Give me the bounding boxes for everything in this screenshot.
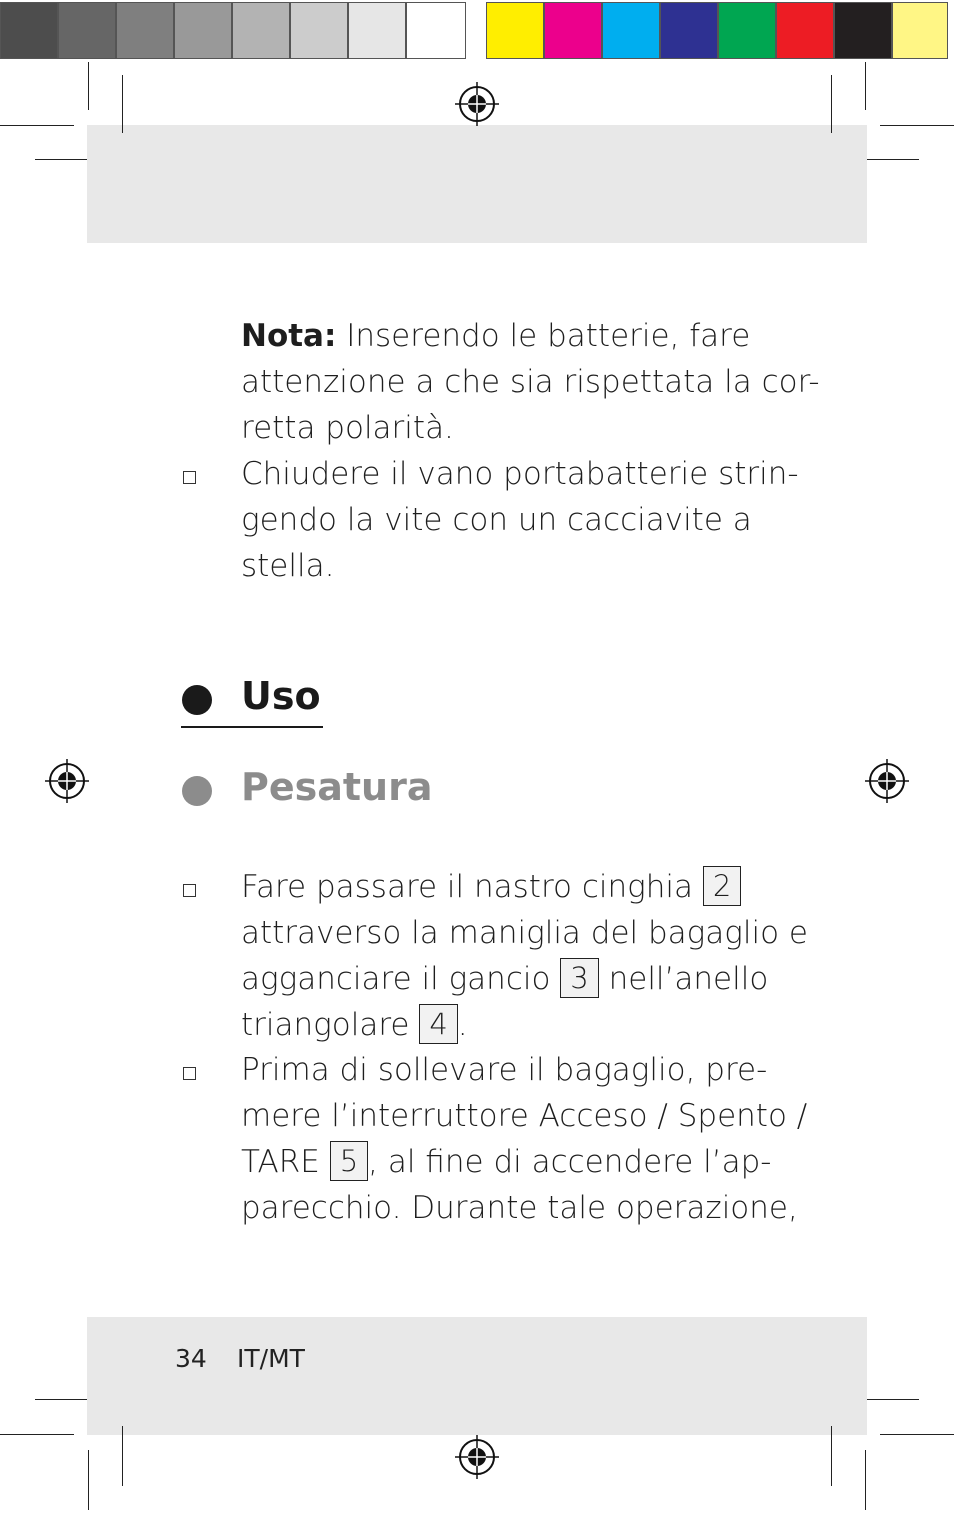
step-text: stella. xyxy=(241,548,335,584)
step-checkbox-icon xyxy=(183,1067,196,1080)
step-text: mere l’interruttore Acceso / Spento / xyxy=(241,1098,808,1134)
crop-mark xyxy=(122,75,123,133)
note-line: retta polarità. xyxy=(241,410,454,446)
language-code: IT/MT xyxy=(237,1344,305,1373)
registration-mark-icon xyxy=(865,759,909,803)
gray-ramp-bar xyxy=(0,0,466,60)
process-color-bar xyxy=(486,0,948,60)
crop-mark xyxy=(867,159,919,160)
gray-swatch xyxy=(58,2,116,59)
section-bullet-icon xyxy=(182,776,212,806)
step-text: parecchio. Durante tale operazione, xyxy=(241,1190,798,1226)
registration-mark-icon xyxy=(455,82,499,126)
part-reference: 2 xyxy=(703,866,741,906)
step-text-segment: nell’anello xyxy=(598,961,769,997)
step-text: Prima di sollevare il bagaglio, pre- xyxy=(241,1052,768,1088)
gray-swatch xyxy=(0,2,58,59)
magenta-swatch xyxy=(544,2,602,59)
blue-swatch xyxy=(660,2,718,59)
section-heading-pesatura: Pesatura xyxy=(241,765,433,809)
part-reference: 3 xyxy=(560,958,598,998)
note-label: Nota: xyxy=(241,318,337,354)
gray-swatch xyxy=(406,2,466,59)
step-text-segment: triangolare xyxy=(241,1007,420,1043)
step-text-segment: TARE xyxy=(241,1144,330,1180)
step-text-segment: , al fine di accendere l’ap- xyxy=(368,1144,772,1180)
light-yellow-swatch xyxy=(892,2,948,59)
crop-mark xyxy=(35,1399,87,1400)
step-text xyxy=(241,864,741,910)
step-text-segment: Fare passare il nastro cinghia xyxy=(241,869,703,905)
header-band xyxy=(87,125,867,243)
gray-swatch xyxy=(116,2,174,59)
heading-underline xyxy=(181,726,323,728)
gray-swatch xyxy=(348,2,406,59)
step-checkbox-icon xyxy=(183,471,196,484)
section-bullet-icon xyxy=(182,685,212,715)
section-heading-uso: Uso xyxy=(241,674,321,718)
part-reference: 5 xyxy=(330,1141,368,1181)
gray-swatch xyxy=(174,2,232,59)
step-text-segment: agganciare il gancio xyxy=(241,961,561,997)
cyan-swatch xyxy=(602,2,660,59)
note-line xyxy=(241,313,750,359)
green-swatch xyxy=(718,2,776,59)
step-text xyxy=(241,1139,771,1185)
red-swatch xyxy=(776,2,834,59)
step-checkbox-icon xyxy=(183,884,196,897)
crop-mark xyxy=(35,159,87,160)
crop-mark xyxy=(880,1434,954,1435)
step-text xyxy=(241,1002,468,1048)
part-reference: 4 xyxy=(419,1004,457,1044)
page-number: 34 xyxy=(175,1344,207,1373)
step-text: gendo la vite con un cacciavite a xyxy=(241,502,752,538)
footer-band xyxy=(87,1317,867,1435)
crop-mark xyxy=(865,62,866,110)
crop-mark xyxy=(831,75,832,133)
note-line: attenzione a che sia rispettata la cor- xyxy=(241,364,820,400)
registration-mark-icon xyxy=(45,759,89,803)
black-swatch xyxy=(834,2,892,59)
crop-mark xyxy=(865,1450,866,1510)
crop-mark xyxy=(88,1450,89,1510)
step-text xyxy=(241,956,768,1002)
crop-mark xyxy=(88,62,89,110)
crop-mark xyxy=(122,1426,123,1486)
yellow-swatch xyxy=(486,2,544,59)
step-text: Chiudere il vano portabatterie strin- xyxy=(241,456,799,492)
gray-swatch xyxy=(290,2,348,59)
crop-mark xyxy=(867,1399,919,1400)
registration-mark-icon xyxy=(455,1435,499,1479)
gray-swatch xyxy=(232,2,290,59)
note-text: Inserendo le batterie, fare xyxy=(336,318,751,354)
crop-mark xyxy=(831,1426,832,1486)
crop-mark xyxy=(0,125,74,126)
step-text-segment: . xyxy=(457,1007,468,1043)
crop-mark xyxy=(0,1434,74,1435)
crop-mark xyxy=(880,125,954,126)
step-text: attraverso la maniglia del bagaglio e xyxy=(241,915,808,951)
